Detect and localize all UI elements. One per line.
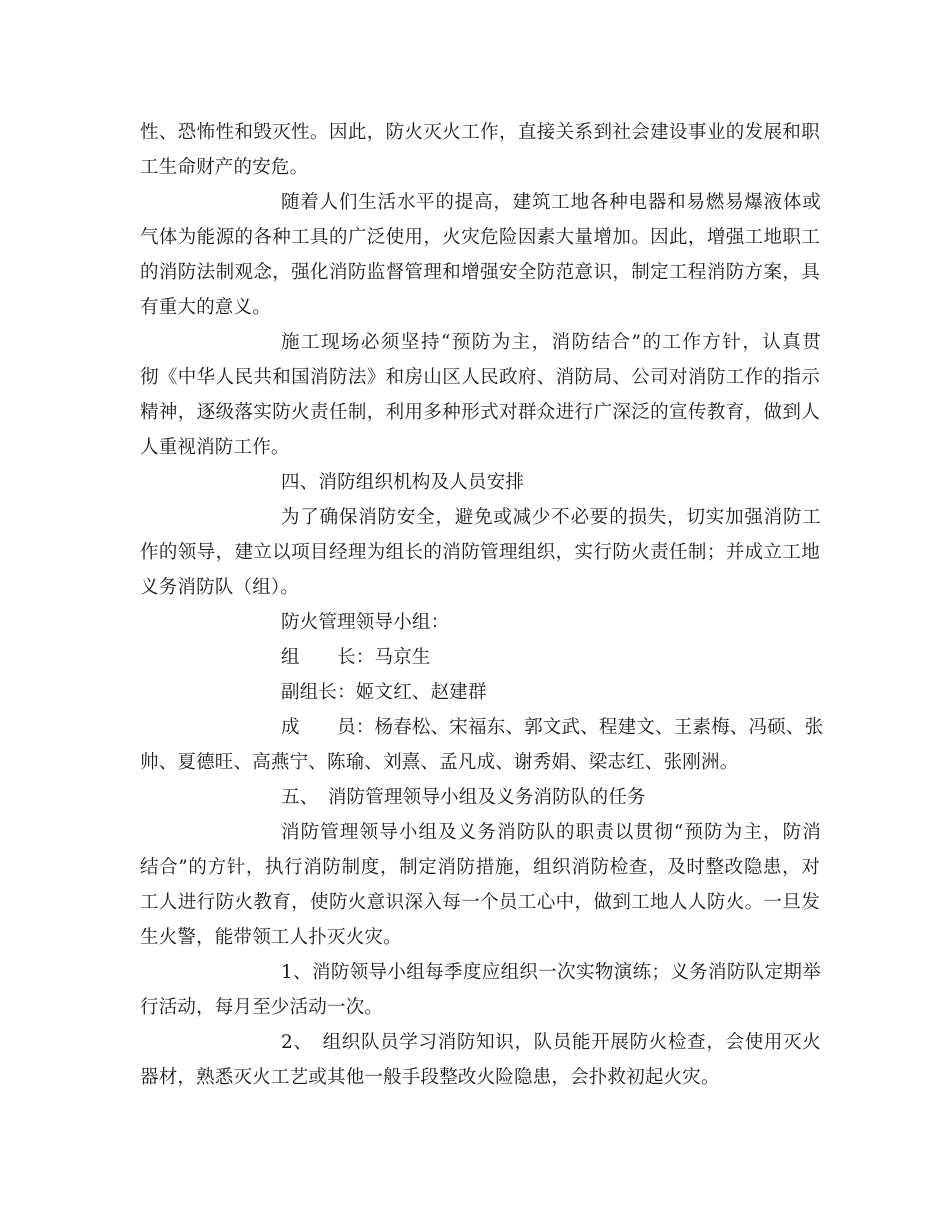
- group-heading: 防火管理领导小组：: [281, 612, 450, 633]
- paragraph-line: 人重视消防工作。: [140, 437, 290, 458]
- list-item-cont: 器材，熟悉灭火工艺或其他一般手段整改火险隐患，会扑救初起火灾。: [140, 1067, 720, 1088]
- list-item-cont: 行活动，每月至少活动一次。: [140, 997, 384, 1018]
- group-members-cont: 帅、夏德旺、高燕宁、陈瑜、刘熹、孟凡成、谢秀娟、梁志红、张刚洲。: [140, 752, 739, 773]
- paragraph-line: 结合”的方针，执行消防制度，制定消防措施，组织消防检查，及时整改隐患，对: [140, 857, 820, 878]
- paragraph-line: 消防管理领导小组及义务消防队的职责以贯彻“预防为主，防消: [281, 822, 821, 843]
- group-leader: 组 长：马京生: [281, 647, 431, 668]
- paragraph-line: 作的领导，建立以项目经理为组长的消防管理组织，实行防火责任制；并成立工地: [140, 542, 820, 563]
- paragraph-line: 生火警，能带领工人扑灭火灾。: [140, 927, 402, 948]
- paragraph-line: 施工现场必须坚持“预防为主，消防结合”的工作方针，认真贯: [281, 332, 821, 353]
- group-deputy: 副组长：姬文红、赵建群: [281, 682, 487, 703]
- paragraph-line: 精神，逐级落实防火责任制，利用多种形式对群众进行广深泛的宣传教育，做到人: [140, 402, 820, 423]
- section-heading: 五、 消防管理领导小组及义务消防队的任务: [281, 787, 646, 808]
- list-item: 2、 组织队员学习消防知识，队员能开展防火检查，会使用灭火: [281, 1032, 821, 1053]
- group-members: 成 员：杨春松、宋福东、郭文武、程建文、王素梅、冯硕、张: [281, 717, 824, 738]
- paragraph-line: 有重大的意义。: [140, 297, 271, 318]
- paragraph-line: 工生命财产的安危。: [140, 157, 309, 178]
- paragraph-line: 义务消防队（组）。: [140, 577, 300, 598]
- paragraph-line: 性、恐怖性和毁灭性。因此，防火灭火工作，直接关系到社会建设事业的发展和职: [140, 122, 820, 143]
- paragraph-line: 工人进行防火教育，使防火意识深入每一个员工心中，做到工地人人防火。一旦发: [140, 892, 820, 913]
- paragraph-line: 彻《中华人民共和国消防法》和房山区人民政府、消防局、公司对消防工作的指示: [140, 367, 820, 388]
- paragraph-line: 的消防法制观念，强化消防监督管理和增强安全防范意识，制定工程消防方案，具: [140, 262, 820, 283]
- paragraph-line: 随着人们生活水平的提高，建筑工地各种电器和易燃易爆液体或: [281, 192, 821, 213]
- paragraph-line: 为了确保消防安全，避免或减少不必要的损失，切实加强消防工: [281, 507, 821, 528]
- list-item: 1、消防领导小组每季度应组织一次实物演练；义务消防队定期举: [281, 962, 821, 983]
- section-heading: 四、消防组织机构及人员安排: [281, 472, 525, 493]
- paragraph-line: 气体为能源的各种工具的广泛使用，火灾危险因素大量增加。因此，增强工地职工: [140, 227, 820, 248]
